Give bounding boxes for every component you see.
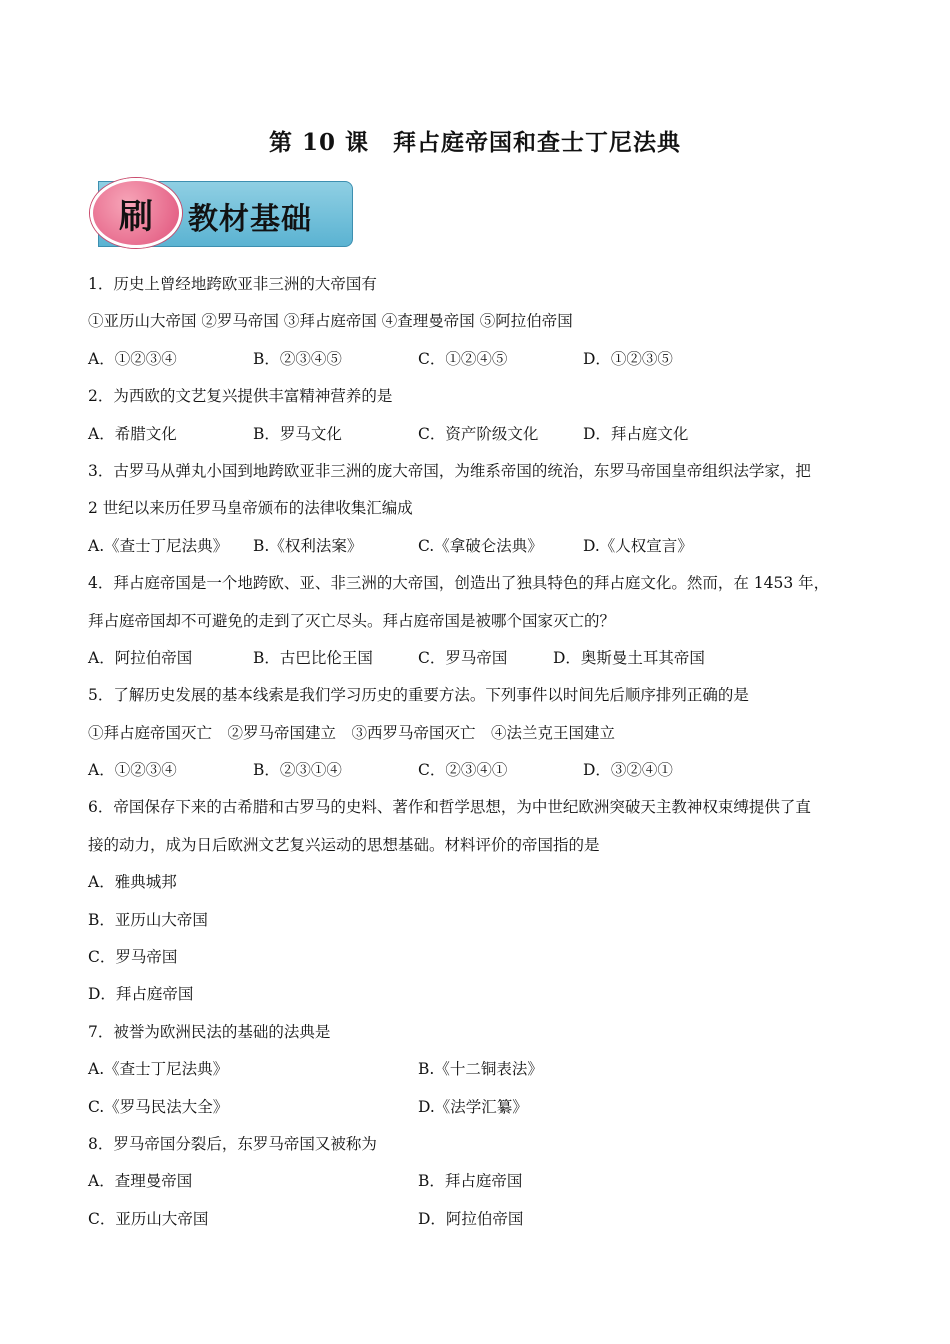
page-title: 第 10 课 拜占庭帝国和查士丁尼法典 <box>268 129 682 156</box>
option-b: B．罗马文化 <box>253 424 342 443</box>
option-b: B.《权利法案》 <box>253 536 363 555</box>
option-b: B．②③④⑤ <box>253 349 342 368</box>
option-c: C．罗马帝国 <box>88 948 178 967</box>
option-c: C．②③④① <box>418 761 508 780</box>
question-7-options-row-1 <box>88 1055 878 1092</box>
question-1-options <box>88 345 878 382</box>
question-4-options <box>88 644 878 681</box>
question-1-stem-2: ①亚历山大帝国 ②罗马帝国 ③拜占庭帝国 ④查理曼帝国 ⑤阿拉伯帝国 <box>88 312 573 331</box>
option-c: C.《拿破仑法典》 <box>418 536 543 555</box>
banner-badge <box>90 178 182 248</box>
question-8-stem-1: 8．罗马帝国分裂后，东罗马帝国又被称为 <box>88 1134 377 1153</box>
question-3-options <box>88 532 878 569</box>
question-5-stem-2: ①拜占庭帝国灭亡 ②罗马帝国建立 ③西罗马帝国灭亡 ④法兰克王国建立 <box>88 723 616 742</box>
option-a: A．①②③④ <box>88 349 177 368</box>
question-2-options <box>88 420 878 457</box>
option-c: C．罗马帝国 <box>418 648 508 667</box>
option-c: C．亚历山大帝国 <box>88 1209 209 1228</box>
option-b: B．拜占庭帝国 <box>418 1172 523 1191</box>
section-banner <box>90 180 353 248</box>
question-7-stem-1: 7．被誉为欧洲民法的基础的法典是 <box>88 1022 331 1041</box>
question-4-stem-2: 拜占庭帝国却不可避免的走到了灭亡尽头。拜占庭帝国是被哪个国家灭亡的？ <box>88 611 616 630</box>
question-4-stem-1: 4．拜占庭帝国是一个地跨欧、亚、非三洲的大帝国，创造出了独具特色的拜占庭文化。然而，在 1453 年， <box>88 574 830 593</box>
option-b: B．②③①④ <box>253 761 342 780</box>
question-3-stem-2: 2 世纪以来历任罗马皇帝颁布的法律收集汇编成 <box>88 499 413 518</box>
option-b: B．古巴比伦王国 <box>253 648 373 667</box>
option-a: A.《查士丁尼法典》 <box>88 1060 229 1079</box>
option-d: D．拜占庭帝国 <box>88 985 194 1004</box>
option-a: A．①②③④ <box>88 761 177 780</box>
option-d: D．奥斯曼土耳其帝国 <box>553 648 705 667</box>
question-6-stem-2: 接的动力，成为日后欧洲文艺复兴运动的思想基础。材料评价的帝国指的是 <box>88 835 600 854</box>
option-d: D．①②③⑤ <box>583 349 673 368</box>
option-a: A．雅典城邦 <box>88 873 177 892</box>
option-d: D．③②④① <box>583 761 673 780</box>
question-8-options-row-2 <box>88 1205 878 1242</box>
question-3-stem-1: 3．古罗马从弹丸小国到地跨欧亚非三洲的庞大帝国，为维系帝国的统治，东罗马帝国皇帝组织法学家，把 <box>88 461 811 480</box>
option-a: A．阿拉伯帝国 <box>88 648 193 667</box>
option-b: B.《十二铜表法》 <box>418 1060 543 1079</box>
question-5-options <box>88 756 878 793</box>
banner-char: 刷 <box>119 196 153 237</box>
option-b: B．亚历山大帝国 <box>88 910 208 929</box>
banner-label: 教材基础 <box>188 202 312 237</box>
option-a: A.《查士丁尼法典》 <box>88 536 229 555</box>
option-c: C．资产阶级文化 <box>418 424 539 443</box>
question-1-stem-1: 1．历史上曾经地跨欧亚非三洲的大帝国有 <box>88 275 377 293</box>
question-5-stem-1: 5．了解历史发展的基本线索是我们学习历史的重要方法。下列事件以时间先后顺序排列正确的是 <box>88 686 749 705</box>
option-d: D．拜占庭文化 <box>583 424 689 443</box>
option-d: D.《人权宣言》 <box>583 536 693 555</box>
option-a: A．查理曼帝国 <box>88 1172 193 1191</box>
question-6-stem-1: 6．帝国保存下来的古希腊和古罗马的史料、著作和哲学思想，为中世纪欧洲突破天主教神权束缚提供了直 <box>88 798 811 817</box>
option-a: A．希腊文化 <box>88 424 177 443</box>
option-d: D.《法学汇纂》 <box>418 1097 528 1116</box>
question-list <box>88 270 878 1242</box>
question-2-stem-1: 2．为西欧的文艺复兴提供丰富精神营养的是 <box>88 387 393 406</box>
question-8-options-row-1 <box>88 1167 878 1204</box>
option-c: C．①②④⑤ <box>418 349 508 368</box>
question-7-options-row-2 <box>88 1093 878 1130</box>
option-d: D．阿拉伯帝国 <box>418 1209 524 1228</box>
option-c: C.《罗马民法大全》 <box>88 1097 229 1116</box>
